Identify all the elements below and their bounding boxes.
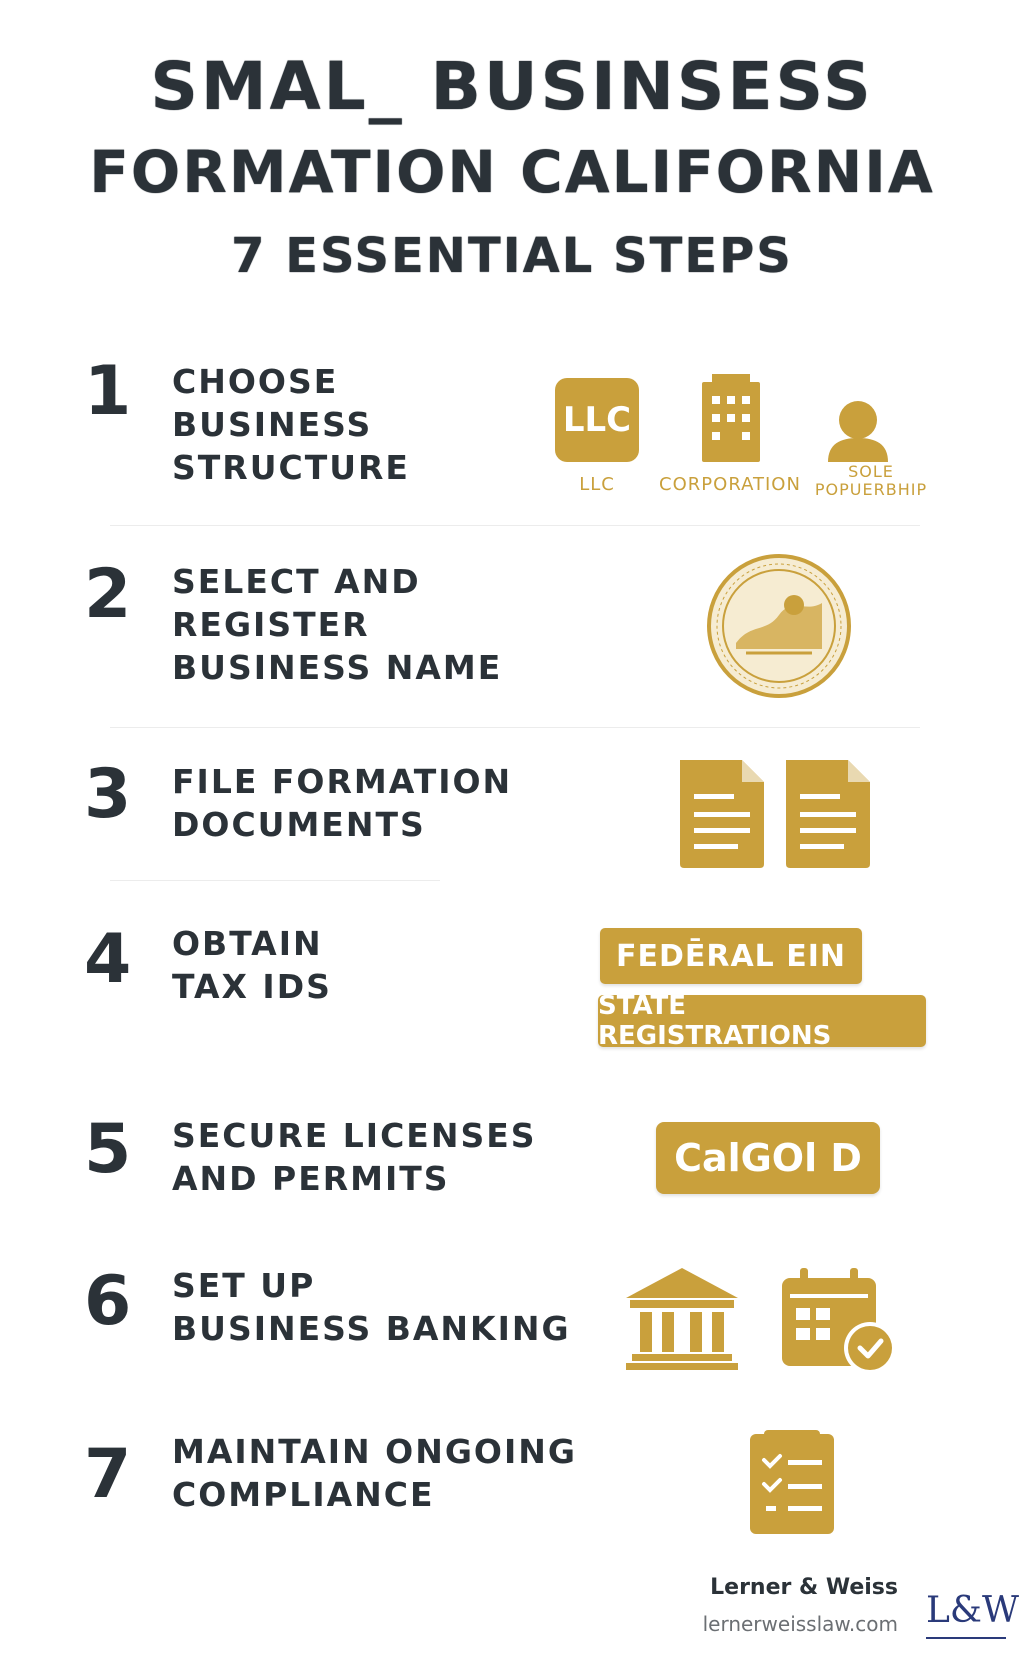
step-label: [172, 1430, 577, 1516]
step-number: 3: [84, 755, 132, 834]
title-line-3: 7 ESSENTIAL STEPS: [231, 228, 793, 284]
llc-caption: LLC: [579, 474, 615, 495]
document-icon: [782, 760, 874, 868]
brand-url[interactable]: lernerweisslaw.com: [702, 1612, 898, 1636]
title-line-2: FORMATION CALIFORNIA: [89, 138, 935, 206]
step-number: 7: [84, 1435, 132, 1514]
checklist-icon: [750, 1430, 836, 1534]
step-number: 2: [84, 555, 132, 634]
divider: [110, 727, 920, 728]
seal-icon: [706, 553, 852, 699]
step-label-line: DOCUMENTS: [172, 805, 426, 844]
divider: [110, 880, 440, 881]
step-label-line: SELECT AND: [172, 562, 421, 601]
llc-icon: LLC: [555, 378, 639, 462]
step-label-line: AND PERMITS: [172, 1159, 450, 1198]
step-label-line: BUSINESS BANKING: [172, 1309, 571, 1348]
step-label: [172, 922, 332, 1008]
corporation-caption: CORPORATION: [659, 474, 801, 495]
step-label-line: REGISTER: [172, 605, 370, 644]
step-number: 1: [84, 352, 132, 431]
step-label-line: BUSINESS: [172, 405, 373, 444]
step-label-line: TAX IDS: [172, 967, 332, 1006]
sole-caption-line: POPUERBHIP: [814, 480, 928, 499]
step-label: [172, 560, 502, 689]
title-line-1: SMAL_ BUSINSESS: [150, 48, 874, 125]
state-registrations-badge: STATE REGISTRATIONS: [598, 995, 926, 1047]
step-label: [172, 760, 512, 846]
step-label-line: STRUCTURE: [172, 448, 410, 487]
step-number: 5: [84, 1110, 132, 1189]
calendar-check-icon: [780, 1268, 896, 1376]
brand-name: Lerner & Weiss: [710, 1575, 898, 1600]
step-label-line: FILE FORMATION: [172, 762, 513, 801]
step-label: [172, 1264, 571, 1350]
step-label-line: MAINTAIN ONGOING: [172, 1432, 577, 1471]
sole-caption-line: SOLE: [848, 462, 894, 481]
building-icon: [700, 372, 762, 462]
step-label-line: SECURE LICENSES: [172, 1116, 537, 1155]
step-number: 6: [84, 1262, 132, 1341]
step-label-line: BUSINESS NAME: [172, 648, 503, 687]
step-label-line: COMPLIANCE: [172, 1475, 435, 1514]
step-label-line: SET UP: [172, 1266, 316, 1305]
divider: [110, 525, 920, 526]
brand-logo: L&W: [926, 1585, 1006, 1639]
person-icon: [826, 400, 890, 462]
step-label-line: CHOOSE: [172, 362, 339, 401]
step-label: [172, 360, 410, 489]
federal-ein-badge: FEDĒRAL EIN: [600, 928, 862, 984]
step-label: [172, 1114, 537, 1200]
step-label-line: OBTAIN: [172, 924, 323, 963]
document-icon: [676, 760, 768, 868]
bank-icon: [624, 1268, 740, 1370]
sole-proprietorship-caption: [806, 463, 936, 499]
calgold-badge: CalGOl D: [656, 1122, 880, 1194]
step-number: 4: [84, 920, 132, 999]
